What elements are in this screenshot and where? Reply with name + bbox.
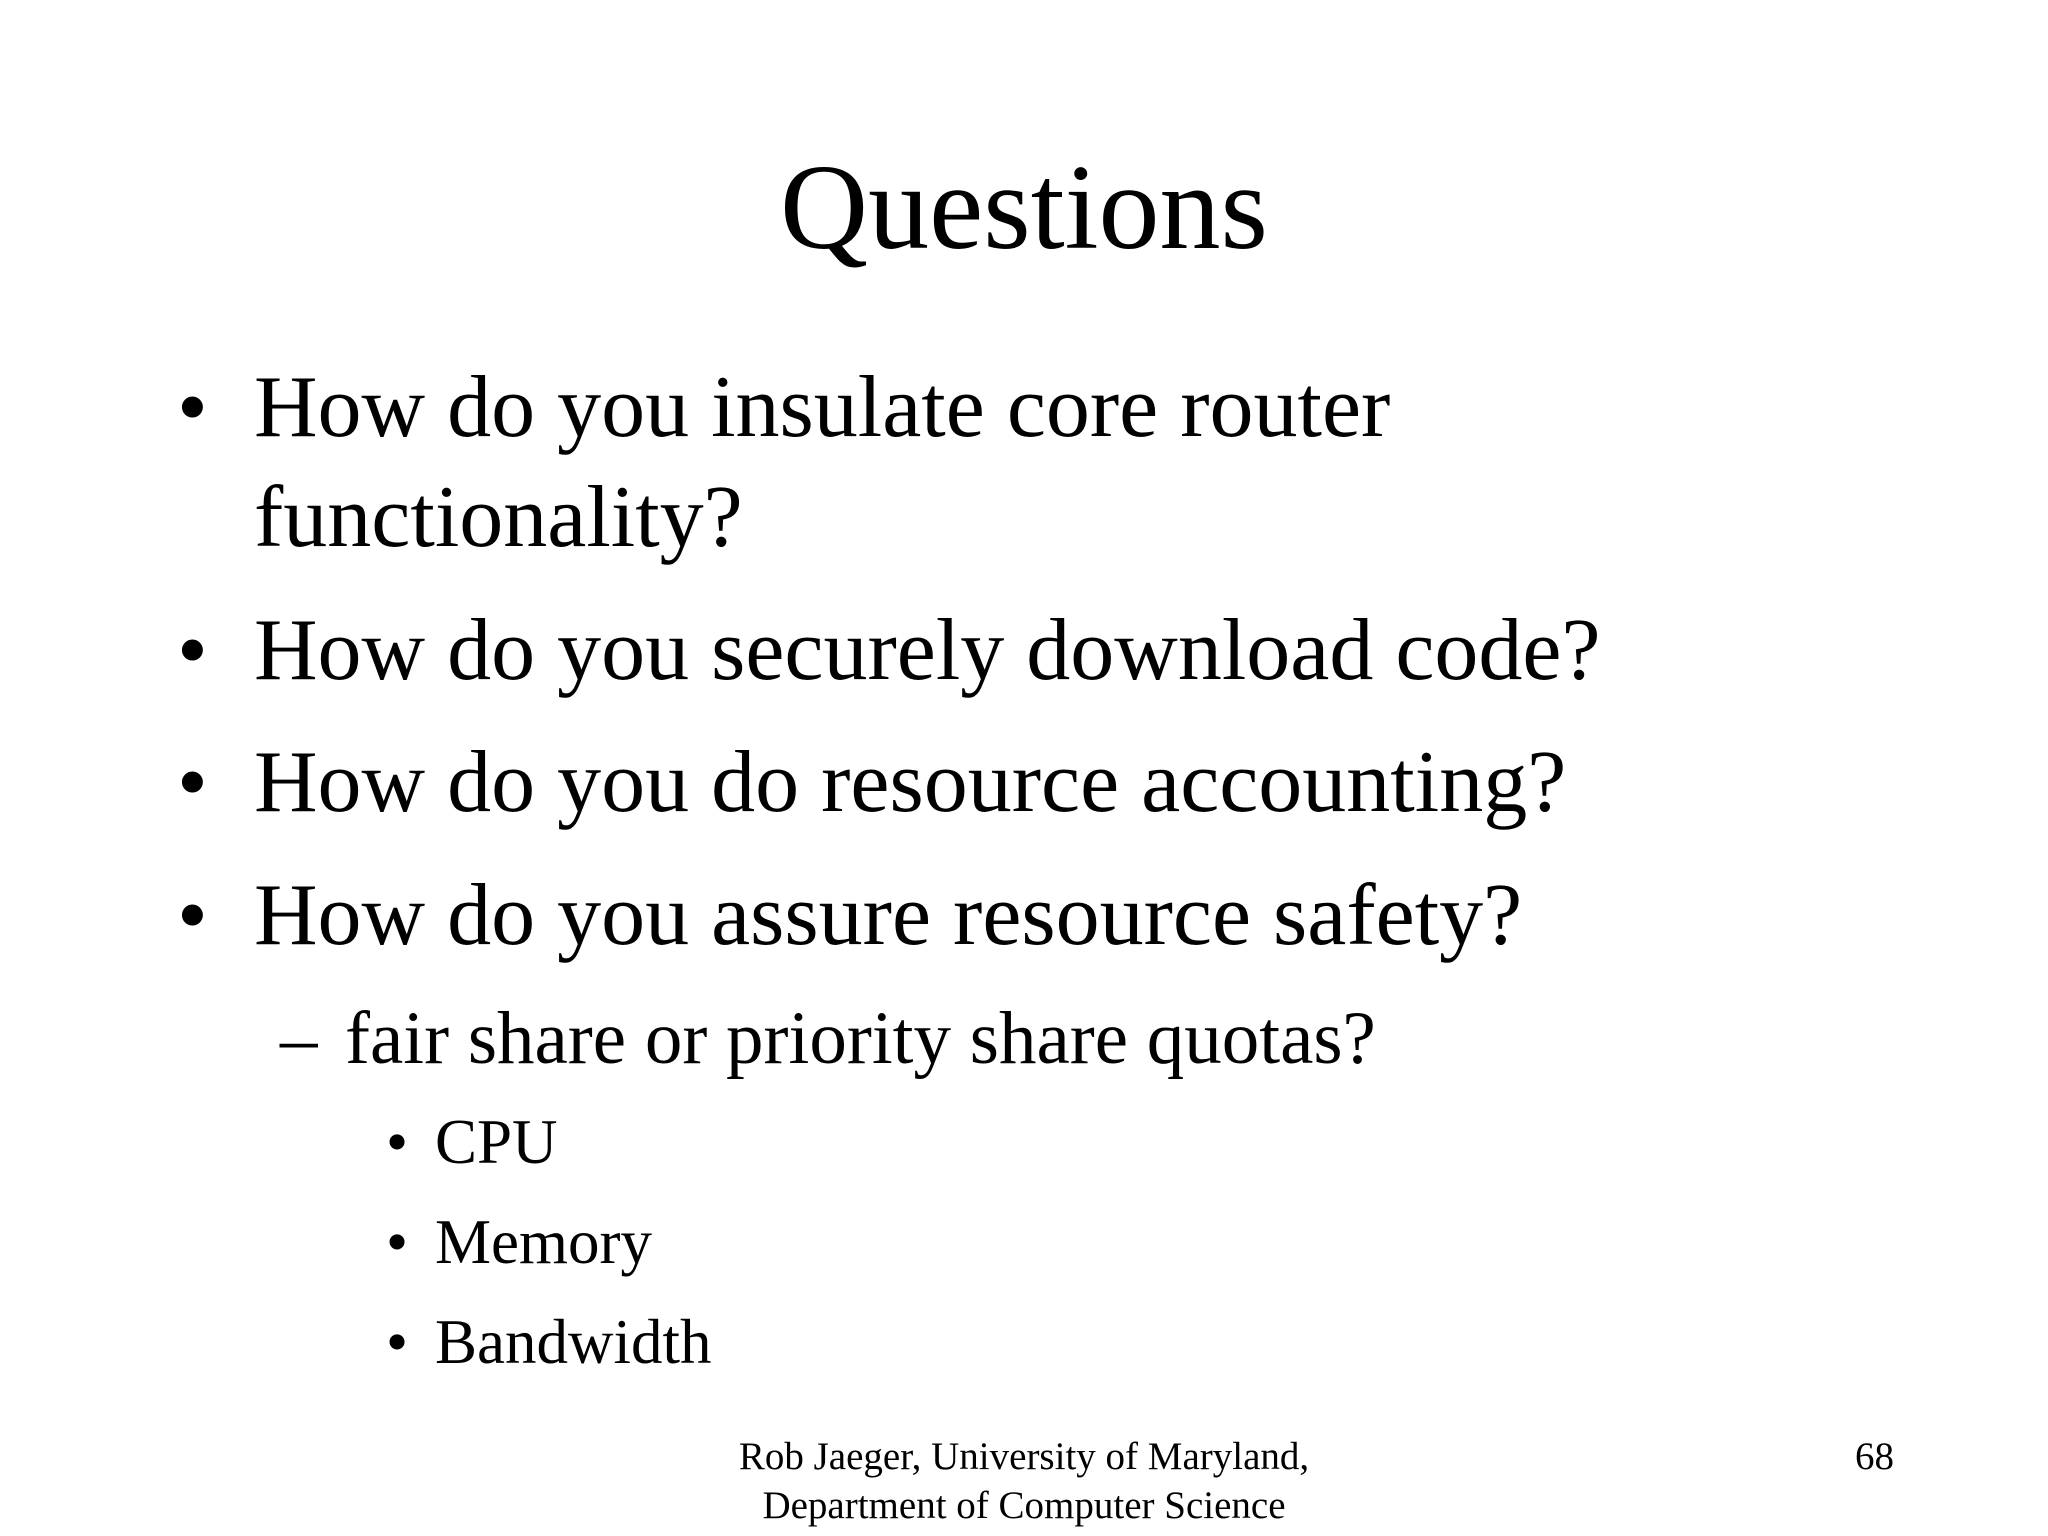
dash-icon: – bbox=[280, 997, 318, 1080]
footer-line-department: Department of Computer Science bbox=[762, 1484, 1286, 1527]
bullet-icon: • bbox=[177, 359, 208, 456]
bullet-text-continued: functionality? bbox=[254, 469, 743, 566]
sub-item-text: fair share or priority share quotas? bbox=[345, 997, 1376, 1080]
page-number: 68 bbox=[1855, 1435, 1894, 1478]
sub-sub-item-text: CPU bbox=[435, 1107, 558, 1177]
bullet-text: How do you insulate core router bbox=[254, 359, 1391, 456]
bullet-icon: • bbox=[177, 734, 208, 831]
bullet-icon: • bbox=[177, 602, 208, 699]
bullet-icon: • bbox=[386, 1107, 409, 1177]
footer-line-author: Rob Jaeger, University of Maryland, bbox=[738, 1435, 1310, 1478]
sub-sub-item-text: Bandwidth bbox=[435, 1307, 712, 1377]
bullet-icon: • bbox=[386, 1207, 409, 1277]
bullet-text: How do you securely download code? bbox=[254, 602, 1601, 699]
sub-sub-item-text: Memory bbox=[435, 1207, 652, 1277]
bullet-text: How do you do resource accounting? bbox=[254, 734, 1567, 831]
slide-footer bbox=[624, 1432, 1424, 1530]
slide-title: Questions bbox=[780, 140, 1268, 275]
bullet-text: How do you assure resource safety? bbox=[254, 867, 1523, 964]
bullet-icon: • bbox=[386, 1307, 409, 1377]
bullet-icon: • bbox=[177, 867, 208, 964]
